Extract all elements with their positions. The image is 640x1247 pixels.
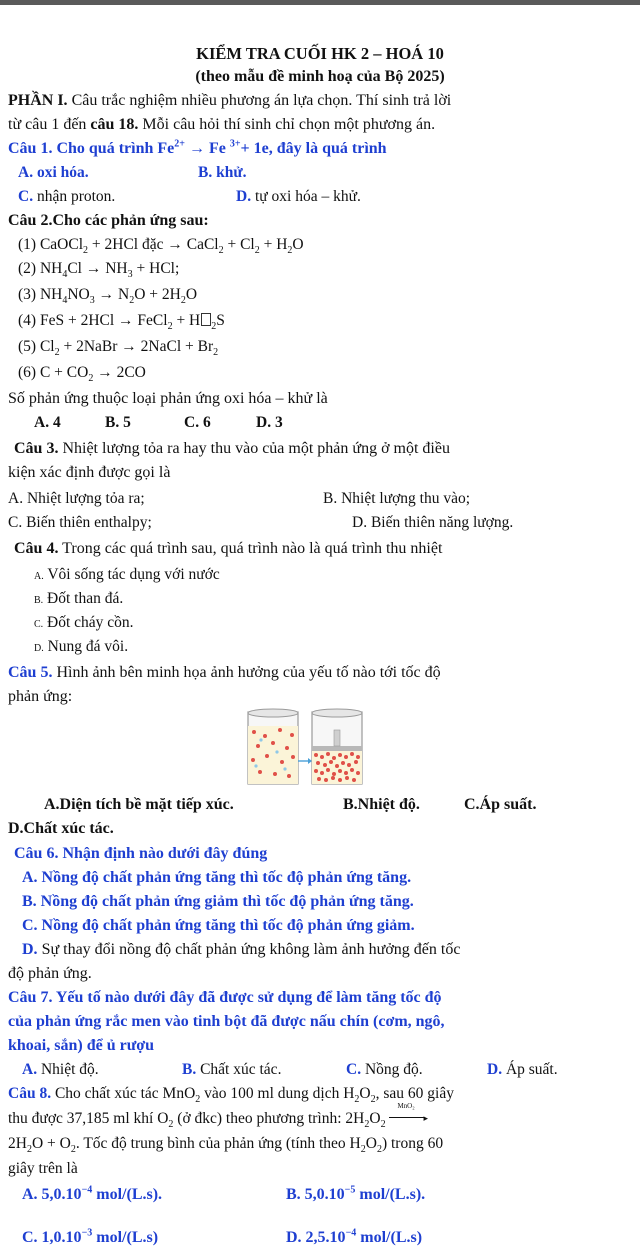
question-5-option-a[interactable]: A.Diện tích bề mặt tiếp xúc.	[44, 796, 234, 813]
reaction-2: (2) $NH_4Cl \to NH_3$ + HCl;	[18, 260, 180, 281]
question-3-stem-1: Câu 3. Nhiệt lượng tỏa ra hay thu vào của một phản ứng ở một điều	[14, 440, 450, 457]
question-4-option-b[interactable]: B. Đốt than đá.	[34, 590, 124, 607]
question-8-option-d[interactable]: D. $2,5.10^{-4}$ mol/(L.s)	[286, 1227, 423, 1246]
question-5-stem-2: phản ứng:	[8, 688, 73, 705]
question-6-option-c[interactable]: C. Nồng độ chất phản ứng tăng thì tốc độ phản ứng giảm.	[22, 917, 415, 934]
question-8-stem-3: $2H_2O + O_2$. Tốc độ trung bình của phản ứng (tính theo $H_2O_2$) trong 60	[8, 1135, 444, 1156]
question-4-option-c[interactable]: C. Đốt cháy cồn.	[34, 614, 134, 631]
question-7-stem-3: khoai, sắn) để ủ rượu	[8, 1037, 155, 1054]
question-7-option-c[interactable]: C. Nồng độ.	[346, 1061, 423, 1078]
question-8-option-a[interactable]: A. $5,0.10^{-4}$ mol/(L.s).	[22, 1184, 163, 1203]
question-1-option-b[interactable]: B. khử.	[198, 164, 247, 181]
question-1-option-d[interactable]: D. tự oxi hóa – khử.	[236, 188, 361, 205]
question-1-option-c[interactable]: C. nhận proton.	[18, 188, 116, 205]
question-3-option-a[interactable]: A. Nhiệt lượng tỏa ra;	[8, 490, 145, 507]
question-1-stem: Câu 1. Cho quá trình $Fe^{2+} \to Fe$ $^{3+}$+ 1e, đây là quá trình	[8, 138, 387, 157]
question-2-option-c[interactable]: C. 6	[184, 414, 211, 431]
question-3-option-d[interactable]: D. Biến thiên năng lượng.	[352, 514, 514, 531]
question-6-option-b[interactable]: B. Nồng độ chất phản ứng giảm thì tốc độ phản ứng tăng.	[22, 893, 414, 910]
question-2-question: Số phản ứng thuộc loại phản ứng oxi hóa – khử là	[8, 390, 328, 407]
page-title: KIỂM TRA CUỐI HK 2 – HOÁ 10	[196, 44, 444, 63]
question-8-option-b[interactable]: B. $5,0.10^{-5}$ mol/(L.s).	[286, 1184, 426, 1203]
question-7-option-b[interactable]: B. Chất xúc tác.	[182, 1061, 282, 1078]
reaction-1: (1) CaOCl$_2$ + 2HCl đặc → CaCl$_2$ + $Cl_2 + H_2O$	[18, 236, 304, 257]
question-5-option-b[interactable]: B.Nhiệt độ.	[343, 796, 420, 813]
reaction-5: (5) $Cl_2$ + 2NaBr → 2NaCl + $Br_2$	[18, 338, 219, 359]
part-intro-line-2: từ câu 1 đến câu 18. Mỗi câu hỏi thí sinh chỉ chọn một phương án.	[8, 116, 436, 133]
question-2-option-b[interactable]: B. 5	[105, 414, 131, 431]
question-7-stem-1: Câu 7. Yếu tố nào dưới đây đã được sử dụng để làm tăng tốc độ	[8, 989, 442, 1006]
question-7-option-a[interactable]: A. Nhiệt độ.	[22, 1061, 99, 1078]
question-5-option-d[interactable]: D.Chất xúc tác.	[8, 820, 114, 837]
part-intro-line-1: PHẦN I. Câu trắc nghiệm nhiều phương án lựa chọn. Thí sinh trả lời	[8, 92, 452, 109]
reaction-4: (4) FeS + 2HCl → FeCl$_2$ + H $_2$S	[18, 312, 225, 333]
question-2-option-a[interactable]: A. 4	[34, 414, 61, 431]
reaction-rate-figure	[240, 706, 370, 788]
question-8-stem-4: giây trên là	[8, 1160, 78, 1177]
question-8-option-c[interactable]: C. $1,0.10^{-3}$ mol/(L.s)	[22, 1227, 159, 1246]
question-6-option-a[interactable]: A. Nồng độ chất phản ứng tăng thì tốc độ phản ứng tăng.	[22, 869, 412, 886]
top-border	[0, 0, 640, 5]
question-6-stem: Câu 6. Nhận định nào dưới đây đúng	[14, 845, 268, 862]
question-6-option-d-cont: độ phản ứng.	[8, 965, 92, 982]
question-3-option-c[interactable]: C. Biến thiên enthalpy;	[8, 514, 152, 531]
reaction-6: (6) $C + CO_2 \to 2CO$	[18, 364, 146, 385]
question-3-stem-2: kiện xác định được gọi là	[8, 464, 171, 481]
question-4-stem: Câu 4. Trong các quá trình sau, quá trình nào là quá trình thu nhiệt	[14, 540, 443, 557]
catalyst-arrow: MnO₂ ▸	[389, 1111, 429, 1121]
question-2-stem: Câu 2.Cho các phản ứng sau:	[8, 212, 209, 229]
question-1-option-a[interactable]: A. oxi hóa.	[18, 164, 89, 181]
reaction-3: (3) $NH_4NO_3 \to N_2O + 2H_2O$	[18, 286, 198, 307]
question-5-option-c[interactable]: C.Áp suất.	[464, 796, 537, 813]
question-3-option-b[interactable]: B. Nhiệt lượng thu vào;	[323, 490, 471, 507]
question-8-stem-2: thu được 37,185 ml khí $O_2$ (ở đkc) theo phương trình: $2H_2O_2$ MnO₂ ▸	[8, 1102, 428, 1131]
question-8-stem-1: Câu 8. Cho chất xúc tác MnO$_2$ vào 100 ml dung dịch $H_2O_2$, sau 60 giây	[8, 1085, 454, 1106]
question-6-option-d[interactable]: D. Sự thay đổi nồng độ chất phản ứng không làm ảnh hưởng đến tốc	[22, 941, 461, 958]
question-7-option-d[interactable]: D. Áp suất.	[487, 1061, 558, 1078]
question-5-stem-1: Câu 5. Hình ảnh bên minh họa ảnh hưởng của yếu tố nào tới tốc độ	[8, 664, 441, 681]
question-4-option-d[interactable]: D. Nung đá vôi.	[34, 638, 129, 655]
question-4-option-a[interactable]: A. Vôi sống tác dụng với nước	[34, 566, 220, 583]
question-2-option-d[interactable]: D. 3	[256, 414, 283, 431]
question-7-stem-2: của phản ứng rắc men vào tinh bột đã được nấu chín (cơm, ngô,	[8, 1013, 445, 1030]
page-subtitle: (theo mẫu đề minh hoạ của Bộ 2025)	[195, 68, 445, 85]
